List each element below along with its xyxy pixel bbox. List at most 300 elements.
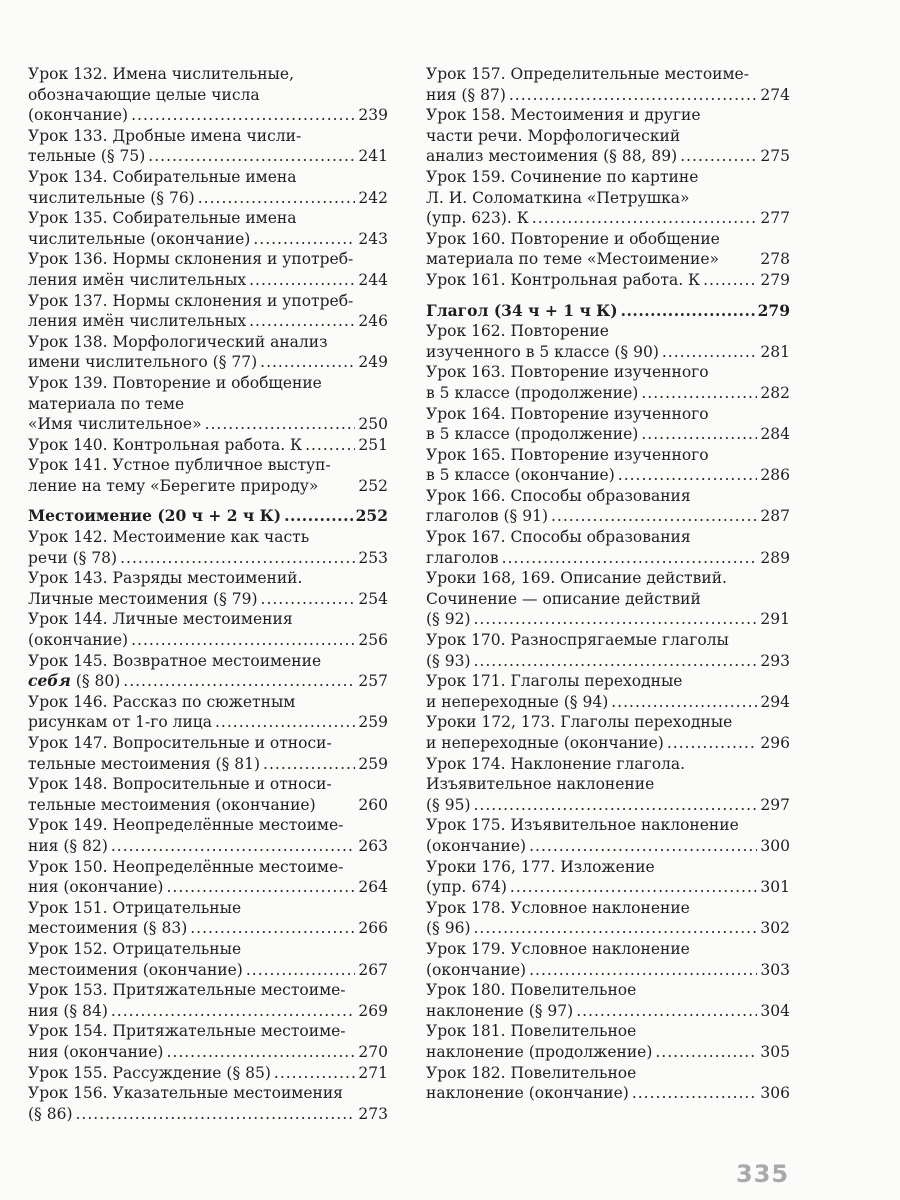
toc-entry-text: тельные местоимения (§ 81) [28,754,261,773]
dot-leader [123,671,355,692]
toc-entry [426,105,790,167]
toc-entry-text: (окончание) [28,631,129,650]
toc-entry-text: ления имён числительных [28,270,247,289]
dot-leader [576,1001,757,1022]
toc-entry [28,651,388,692]
dot-leader [190,918,355,939]
toc-entry-line: Урок 156. Указательные местоимения [28,1084,343,1103]
toc-entry-line [28,1042,388,1063]
toc-entry-line [426,249,790,270]
toc-page-number: 284 [760,425,790,444]
dot-leader [632,1083,758,1104]
toc-entry-line: Урок 142. Местоимение как часть [28,528,310,547]
toc-entry-line [28,960,388,981]
dot-leader [621,301,755,322]
toc-entry-text: (§ 92) [426,610,471,629]
toc-page-number: 270 [358,1042,388,1061]
toc-entry-line [426,383,790,404]
toc-entry-line [426,1042,790,1063]
toc-entry-line: Урок 136. Нормы склонения и употреб- [28,250,354,269]
toc-entry-text: Урок 155. Рассуждение (§ 85) [28,1063,271,1082]
dot-leader [667,733,758,754]
dot-leader [284,506,353,527]
dot-leader [509,85,758,106]
toc-entry-line: Урок 181. Повелительное [426,1022,637,1041]
toc-entry-line: Урок 180. Повелительное [426,981,637,1000]
dot-leader [474,651,758,672]
toc-page-number: 259 [358,754,388,773]
toc-entry-text: речи (§ 78) [28,548,118,567]
dot-leader [532,208,758,229]
toc-entry-line [28,1104,388,1125]
toc-entry-line [28,506,388,527]
toc-entry [426,270,790,291]
toc-entry [426,568,790,630]
toc-entry-line [426,1001,790,1022]
dot-leader [215,712,355,733]
toc-entry-text: ния (окончание) [28,878,164,897]
toc-entry [426,64,790,105]
toc-entry-line: Урок 167. Способы образования [426,528,691,547]
toc-entry-line: Урок 160. Повторение и обобщение [426,229,720,248]
toc-entry [426,362,790,403]
toc-entry [28,568,388,609]
toc-entry-line [28,229,388,250]
toc-page-number: 246 [358,312,388,331]
toc-page-number: 278 [760,250,790,269]
dot-leader [148,146,355,167]
toc-entry-line [426,270,790,291]
toc-entry [426,857,790,898]
toc-entry-text: себя (§ 80) [28,671,121,691]
toc-entry [426,486,790,527]
toc-entry-line: Урок 154. Притяжательные местоиме- [28,1022,346,1041]
dot-leader [261,589,356,610]
toc-entry [28,291,388,332]
toc-column-right [426,64,790,1104]
toc-page-number: 252 [358,476,388,495]
toc-entry-text: (упр. 623). К [426,209,529,228]
toc-entry-text: тельные (§ 75) [28,147,146,166]
toc-entry-line: части речи. Морфологический [426,126,681,145]
toc-page-number: 241 [358,147,388,166]
toc-entry-line [28,414,388,435]
toc-entry-line: Урок 153. Притяжательные местоиме- [28,981,346,1000]
toc-entry-line: Урок 138. Морфологический анализ [28,332,328,351]
toc-entry-text: Местоимение (20 ч + 2 ч К) [28,506,282,526]
toc-page-number: 267 [358,960,388,979]
toc-entry-text: глаголов (§ 91) [426,507,548,526]
toc-entry-text: ния (§ 87) [426,85,506,104]
toc-entry-line: Урок 162. Повторение [426,322,609,341]
toc-page-number: 271 [358,1063,388,1082]
toc-entry-line: Урок 151. Отрицательные [28,898,242,917]
toc-entry-line [426,506,790,527]
toc-entry-text: Урок 140. Контрольная работа. К [28,435,303,454]
toc-page-number: 304 [760,1001,790,1020]
toc-page-number: 291 [760,610,790,629]
toc-entry [426,980,790,1021]
toc-page-number: 253 [358,548,388,567]
toc-page-number: 263 [358,836,388,855]
dot-leader [641,383,757,404]
toc-entry [28,815,388,856]
toc-entry-line: Урок 171. Глаголы переходные [426,672,683,691]
toc-entry-text: ния (§ 84) [28,1001,108,1020]
toc-section-heading [28,506,388,527]
toc-entry-line: Уроки 172, 173. Глаголы переходные [426,713,733,732]
toc-entry-text: изученного в 5 классе (§ 90) [426,342,659,361]
toc-entry-line [28,352,388,373]
toc-entry-text: (§ 86) [28,1104,73,1123]
toc-entry-text: анализ местоимения (§ 88, 89) [426,147,678,166]
toc-entry [426,754,790,816]
toc-entry-line: Уроки 176, 177. Изложение [426,857,655,876]
toc-entry [28,609,388,650]
dot-leader [502,548,758,569]
toc-entry-line: Урок 157. Определительные местоиме- [426,65,749,83]
toc-entry-text: глаголов [426,548,499,567]
toc-page-number: 243 [358,229,388,248]
dot-leader [246,960,356,981]
toc-page-number: 242 [358,188,388,207]
toc-entry-text: «Имя числительное» [28,415,202,434]
toc-entry-line [28,589,388,610]
toc-entry-text: рисункам от 1-го лица [28,713,212,732]
dot-leader [662,342,758,363]
toc-entry-line [426,960,790,981]
toc-entry-line [28,754,388,775]
toc-entry-line [28,918,388,939]
dot-leader [253,229,355,250]
toc-entry-line [28,836,388,857]
toc-entry-line [28,877,388,898]
toc-entry-line: Сочинение — описание действий [426,589,701,608]
toc-entry-line [426,651,790,672]
toc-page-number: 282 [760,383,790,402]
toc-entry-line: Уроки 168, 169. Описание действий. [426,569,727,588]
toc-entry-line: Урок 139. Повторение и обобщение [28,373,322,392]
toc-page-number: 303 [760,960,790,979]
toc-entry-text: числительные (окончание) [28,229,251,248]
toc-page-number: 244 [358,270,388,289]
toc-entry-line: Урок 132. Имена числительные, [28,65,294,83]
toc-entry-text: и непереходные (§ 94) [426,692,609,711]
dot-leader [249,311,355,332]
toc-entry-line: Урок 143. Разряды местоимений. [28,569,303,588]
toc-entry [28,126,388,167]
toc-entry-line: Урок 148. Вопросительные и относи- [28,775,332,794]
toc-entry-line [28,435,388,456]
toc-entry [28,692,388,733]
toc-entry [426,445,790,486]
toc-entry-line: Урок 144. Личные местоимения [28,610,293,629]
toc-entry-line [426,85,790,106]
toc-entry-line [28,795,388,816]
dot-leader [120,548,355,569]
toc-entry-line: обозначающие целые числа [28,85,260,104]
dot-leader [551,506,757,527]
dot-leader [655,1042,757,1063]
toc-entry [426,939,790,980]
toc-entry-text: в 5 классе (продолжение) [426,383,639,402]
dot-leader [263,754,355,775]
toc-entry-line: Урок 137. Нормы склонения и употреб- [28,291,354,310]
toc-page-number: 277 [760,209,790,228]
toc-entry [426,671,790,712]
toc-entry-line [426,692,790,713]
toc-entry-text: Глагол (34 ч + 1 ч К) [426,300,618,320]
toc-entry-line [426,548,790,569]
toc-page-number: 294 [760,692,790,711]
toc-entry [28,939,388,980]
dot-leader [474,609,758,630]
toc-entry-line [28,188,388,209]
toc-entry-text: наклонение (§ 97) [426,1001,574,1020]
toc-entry [28,733,388,774]
toc-entry-line [28,146,388,167]
toc-page-number: 269 [358,1001,388,1020]
toc-entry [426,229,790,270]
dot-leader [205,414,356,435]
toc-entry [28,1083,388,1124]
page-number: 335 [736,1160,790,1188]
toc-entry [426,527,790,568]
toc-entry-line: Урок 158. Местоимения и другие [426,106,701,125]
toc-entry [28,208,388,249]
toc-entry [28,332,388,373]
toc-entry-line: Л. И. Соломаткина «Петрушка» [426,188,690,207]
dot-leader [131,105,355,126]
toc-entry-text: местоимения (окончание) [28,960,243,979]
toc-entry [28,249,388,290]
toc-entry-line: Урок 170. Разноспрягаемые глаголы [426,631,729,650]
toc-entry [28,527,388,568]
toc-entry-line [426,465,790,486]
toc-entry [28,774,388,815]
toc-page-number: 259 [358,713,388,732]
toc-page-number: 250 [358,415,388,434]
dot-leader [166,877,355,898]
dot-leader [641,424,757,445]
toc-entry-line [426,342,790,363]
toc-entry [28,64,388,126]
toc-entry-text: материала по теме «Местоимение» [426,250,720,269]
toc-page-number: 302 [760,919,790,938]
toc-entry-text: ния (§ 82) [28,836,108,855]
toc-entry-line: Урок 146. Рассказ по сюжетным [28,692,296,711]
toc-page-number: 274 [760,85,790,104]
toc-entry [28,455,388,496]
toc-entry-text: (§ 93) [426,651,471,670]
toc-entry-line: Урок 163. Повторение изученного [426,363,709,382]
toc-entry [28,980,388,1021]
toc-entry-line [426,877,790,898]
toc-entry-text: числительные (§ 76) [28,188,195,207]
toc-entry-text: (окончание) [426,960,527,979]
toc-entry [426,321,790,362]
toc-entry-line [28,630,388,651]
toc-page-number: 281 [760,342,790,361]
toc-entry-text: ление на тему «Берегите природу» [28,476,319,495]
toc-entry-line: Изъявительное наклонение [426,775,655,794]
toc-entry-line: Урок 134. Собирательные имена [28,167,297,186]
toc-entry-line: Урок 133. Дробные имена числи- [28,126,302,145]
toc-entry-text: ния (окончание) [28,1042,164,1061]
toc-entry-text: ления имён числительных [28,312,247,331]
toc-entry-text: в 5 классе (продолжение) [426,425,639,444]
toc-entry-line: Урок 150. Неопределённые местоиме- [28,857,344,876]
toc-page-number: 306 [760,1084,790,1103]
toc-page-number: 252 [355,506,388,526]
toc-entry-line: Урок 178. Условное наклонение [426,898,690,917]
toc-entry-text: в 5 классе (окончание) [426,466,615,485]
dot-leader [618,465,758,486]
toc-entry-line: Урок 159. Сочинение по картине [426,167,699,186]
toc-entry-line: Урок 179. Условное наклонение [426,939,690,958]
toc-entry-text: Урок 161. Контрольная работа. К [426,270,701,289]
toc-entry-text: (§ 95) [426,795,471,814]
toc-entry-text: (окончание) [28,106,129,125]
toc-entry-line [426,918,790,939]
toc-entry-line [426,795,790,816]
toc-entry [28,435,388,456]
dot-leader [529,960,757,981]
toc-entry-text: (окончание) [426,836,527,855]
dot-leader [611,692,757,713]
toc-page-number: 273 [358,1104,388,1123]
toc-entry [28,857,388,898]
toc-entry-line [426,208,790,229]
dot-leader [111,836,356,857]
toc-entry-text: и непереходные (окончание) [426,734,664,752]
toc-page-number: 296 [760,734,790,752]
dot-leader [166,1042,355,1063]
toc-entry [426,404,790,445]
toc-page-number: 301 [760,878,790,897]
dot-leader [474,918,758,939]
dot-leader [703,270,757,291]
toc-page-number: 287 [760,507,790,526]
dot-leader [111,1001,356,1022]
dot-leader [274,1063,356,1084]
toc-entry-line: Урок 182. Повелительное [426,1063,637,1082]
toc-entry-line [28,270,388,291]
toc-page-number: 275 [760,147,790,166]
toc-entry [426,1063,790,1104]
dot-leader [305,435,355,456]
toc-page-number: 300 [760,836,790,855]
toc-page-number: 279 [760,270,790,289]
dot-leader [680,146,757,167]
toc-entry-line: Урок 152. Отрицательные [28,939,242,958]
toc-entry-text: наклонение (окончание) [426,1084,629,1103]
toc-entry-text: имени числительного (§ 77) [28,353,258,372]
toc-entry-line: Урок 135. Собирательные имена [28,209,297,228]
toc-entry [426,898,790,939]
toc-entry-line [28,105,388,126]
dot-leader [76,1104,356,1125]
toc-entry-line [426,609,790,630]
toc-page-number: 256 [358,631,388,650]
toc-entry-line: Урок 164. Повторение изученного [426,404,709,423]
toc-entry-line [28,1001,388,1022]
toc-entry [426,712,790,753]
toc-entry-line [426,836,790,857]
toc-page-number: 297 [760,795,790,814]
toc-entry-text: наклонение (продолжение) [426,1042,653,1061]
toc-entry-line: Урок 141. Устное публичное выступ- [28,456,331,475]
dot-leader [260,352,355,373]
toc-entry-line [426,146,790,167]
toc-page-number: 260 [358,795,388,814]
dot-leader [474,795,758,816]
dot-leader [131,630,355,651]
toc-entry [28,1021,388,1062]
toc-entry-line [426,1083,790,1104]
emphasis-word: себя [28,671,71,691]
toc-section-heading [426,301,790,322]
toc-column-left [28,64,388,1124]
dot-leader [529,836,757,857]
toc-entry-text: Личные местоимения (§ 79) [28,589,258,608]
toc-entry-line: Урок 147. Вопросительные и относи- [28,734,332,752]
toc-entry [28,898,388,939]
toc-entry-line [426,301,790,322]
toc-entry-line [426,424,790,445]
toc-entry-text: (упр. 674) [426,878,507,897]
toc-entry-line: Урок 174. Наклонение глагола. [426,754,686,773]
toc-page-number: 264 [358,878,388,897]
toc-page-number: 251 [358,435,388,454]
toc-entry-line: Урок 166. Способы образования [426,486,691,505]
toc-page-number: 286 [760,466,790,485]
toc-page-number: 254 [358,589,388,608]
toc-page-number: 279 [757,300,790,320]
toc-page-number: 239 [358,106,388,125]
toc-page-number: 257 [358,672,388,691]
toc-entry-line [28,548,388,569]
dot-leader [198,188,356,209]
toc-page-number: 266 [358,919,388,938]
toc-entry-line [28,311,388,332]
toc-page-number: 293 [760,651,790,670]
toc-entry [426,815,790,856]
toc-entry-line: Урок 165. Повторение изученного [426,445,709,464]
toc-page-number: 249 [358,353,388,372]
toc-entry [426,1021,790,1062]
toc-entry [426,630,790,671]
dot-leader [510,877,758,898]
toc-entry-line: Урок 175. Изъявительное наклонение [426,816,739,835]
toc-entry-text: местоимения (§ 83) [28,919,188,938]
toc-entry-line [28,476,388,497]
dot-leader [249,270,355,291]
toc-entry-line [28,671,388,692]
toc-entry [28,1063,388,1084]
toc-entry [28,373,388,435]
toc-entry-line: Урок 149. Неопределённые местоиме- [28,816,344,835]
toc-entry-line [426,733,790,754]
toc-entry-line [28,1063,388,1084]
toc-entry [426,167,790,229]
toc-entry [28,167,388,208]
toc-entry-line [28,712,388,733]
toc-page-number: 289 [760,548,790,567]
toc-page-number: 305 [760,1042,790,1061]
toc-entry-line: Урок 145. Возвратное местоимение [28,651,322,670]
toc-entry-text: тельные местоимения (окончание) [28,795,316,814]
